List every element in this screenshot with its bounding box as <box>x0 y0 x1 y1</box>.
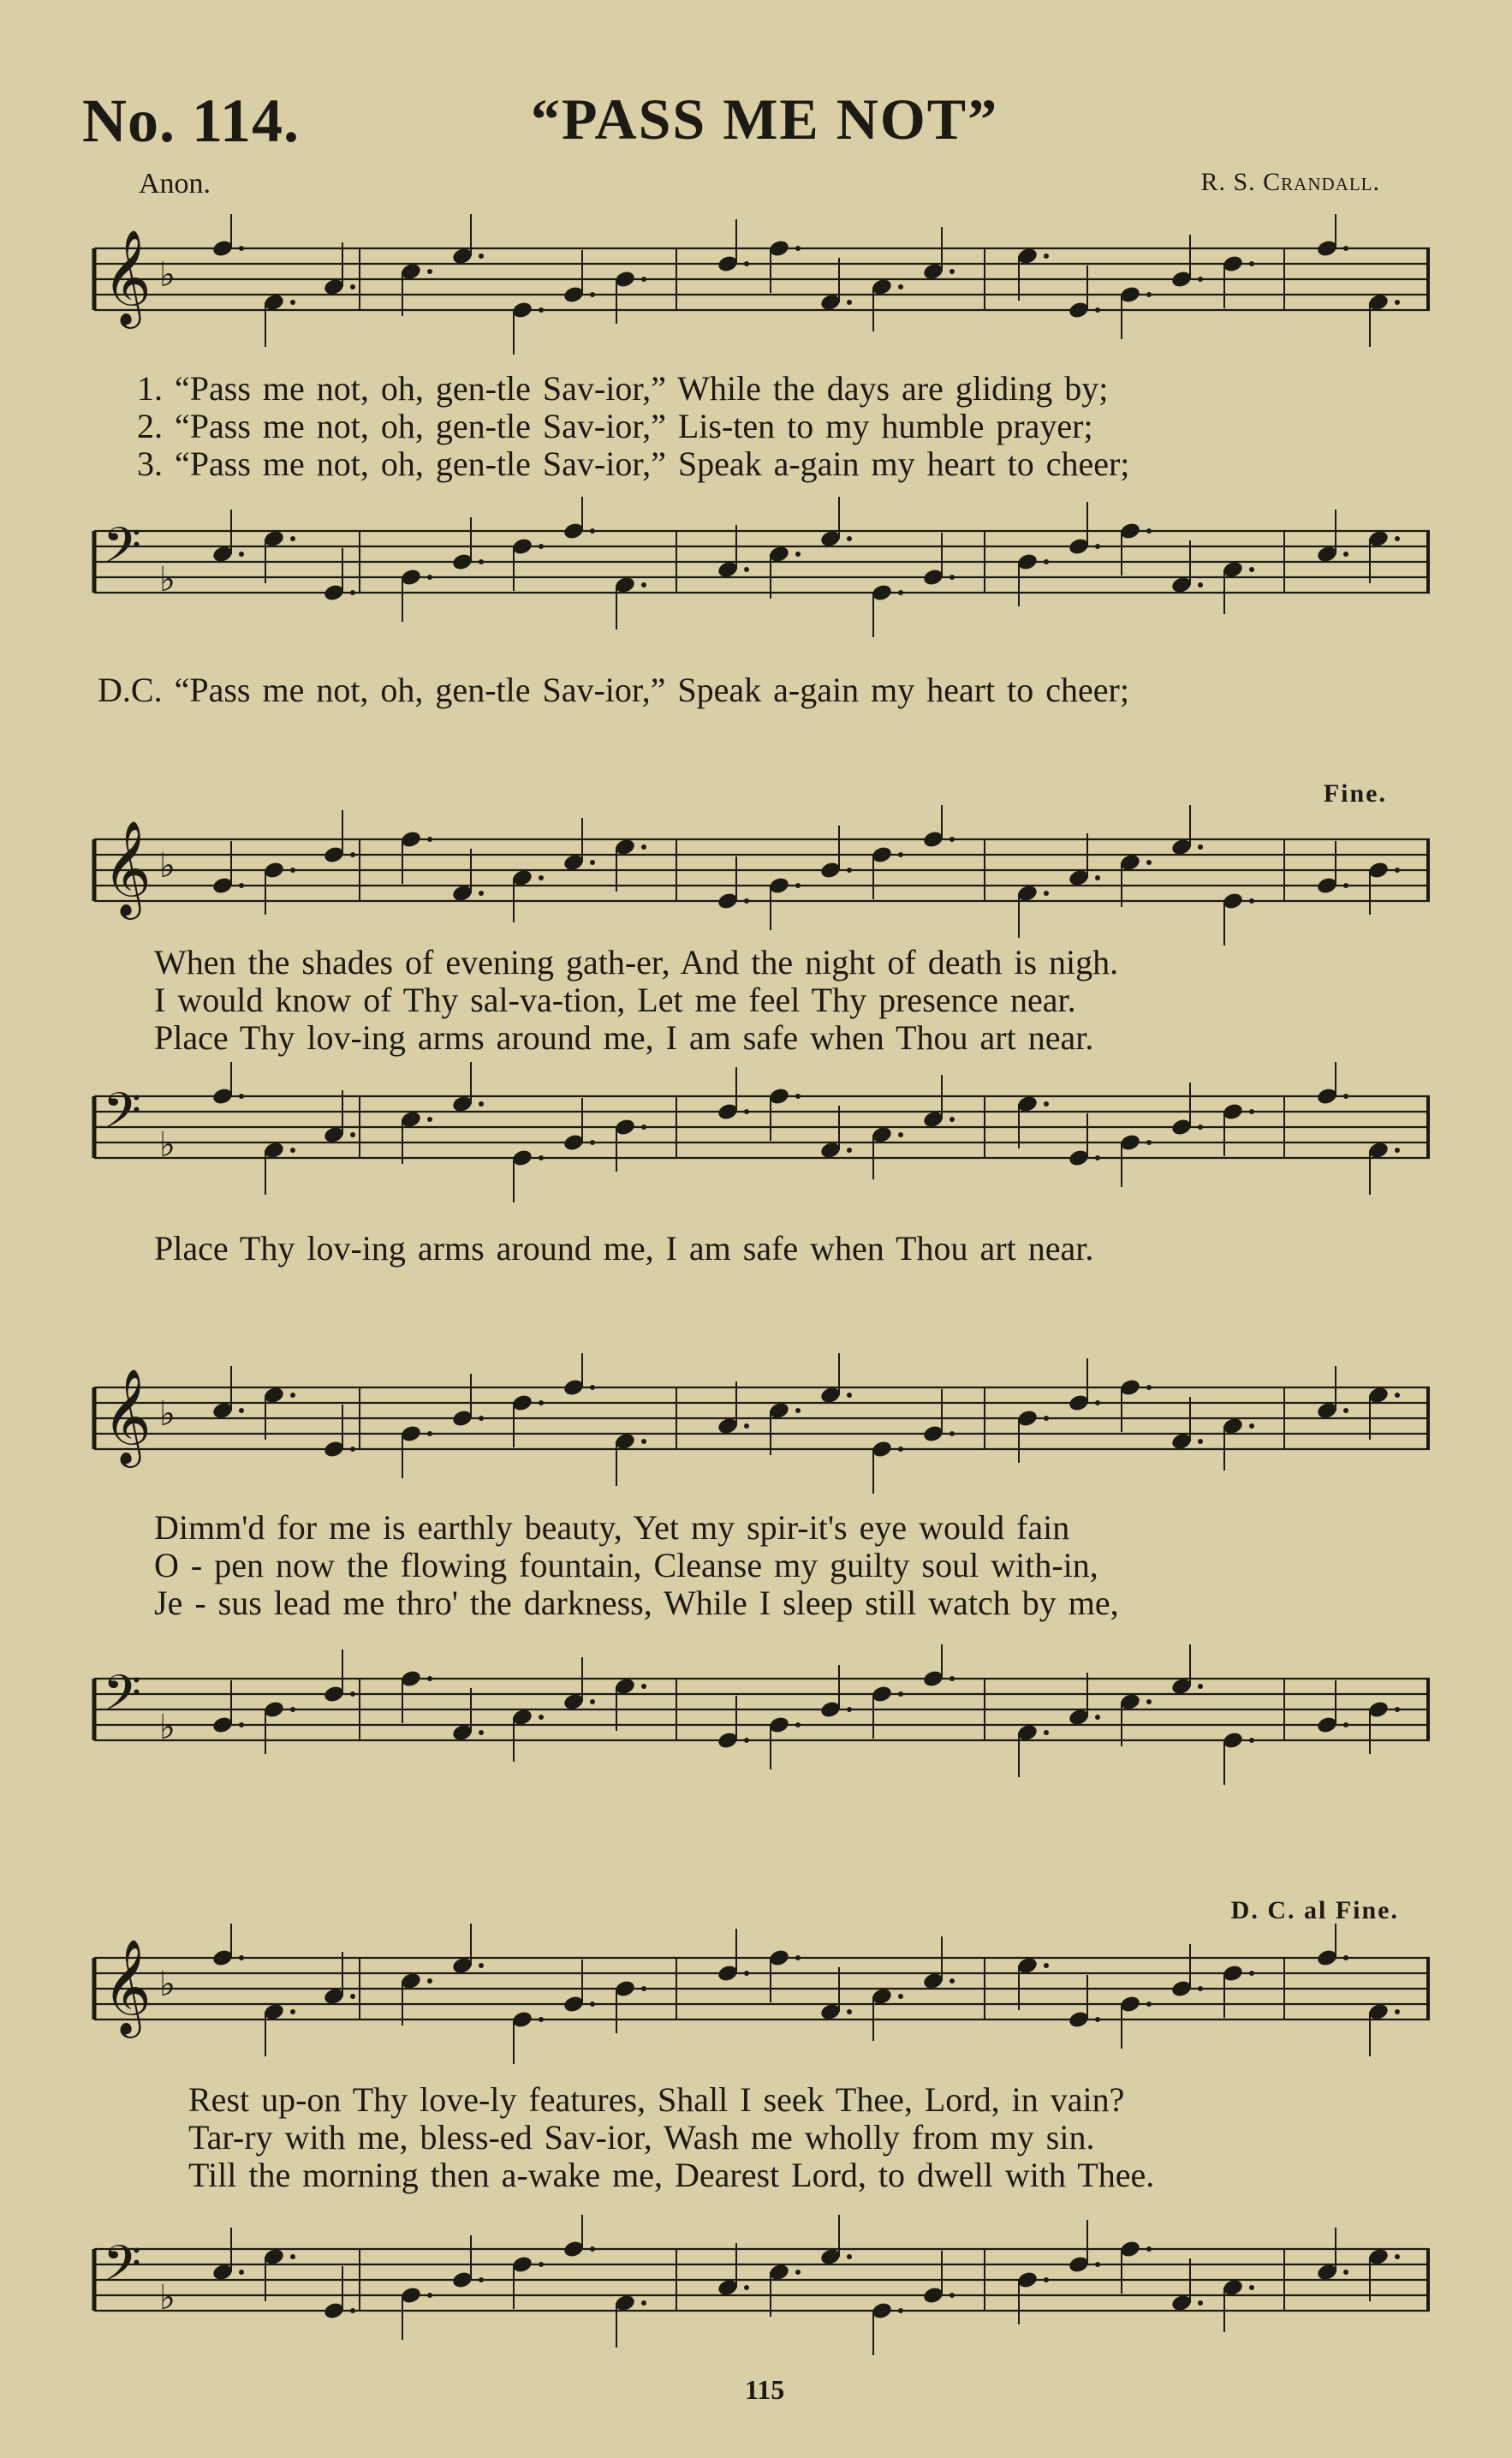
fine-mark: Fine. <box>1323 779 1387 808</box>
lyric-refrain: Place Thy lov-ing arms around me, I am safe when Thou art near. <box>154 1229 1094 1268</box>
bass-staff <box>77 1644 1438 1799</box>
treble-staff <box>77 805 1438 959</box>
lyric-verse-3: 3. “Pass me not, oh, gen-tle Sav-ior,” Speak a-gain my heart to cheer; <box>137 444 1130 483</box>
bass-staff <box>77 2215 1438 2369</box>
hymn-composer: R. S. Crandall. <box>1200 168 1380 196</box>
lyric-verse-2: 2. “Pass me not, oh, gen-tle Sav-ior,” Lis-ten to my humble prayer; <box>137 407 1093 445</box>
dc-al-fine-mark: D. C. al Fine. <box>1230 1896 1399 1924</box>
treble-staff <box>77 1353 1438 1507</box>
hymn-author: Anon. <box>139 168 211 200</box>
lyric-verse-1: When the shades of evening gath-er, And the night of death is nigh. <box>154 943 1119 981</box>
svg-text:𝄢: 𝄢 <box>103 2234 142 2305</box>
svg-text:♭: ♭ <box>159 846 176 886</box>
svg-text:♭: ♭ <box>159 255 176 295</box>
hymn-number: No. 114. <box>82 87 301 155</box>
svg-text:♭: ♭ <box>159 560 176 600</box>
svg-text:♭: ♭ <box>159 2278 176 2318</box>
svg-text:♭: ♭ <box>159 1965 176 2004</box>
svg-text:♭: ♭ <box>159 1394 176 1434</box>
svg-text:𝄞: 𝄞 <box>103 1938 152 2034</box>
treble-staff <box>77 214 1438 368</box>
svg-text:𝄢: 𝄢 <box>103 1664 142 1734</box>
lyric-verse-2: Tar-ry with me, bless-ed Sav-ior, Wash me wholly from my sin. <box>188 2118 1095 2157</box>
lyric-verse-3: Je - sus lead me thro' the darkness, While I sleep still watch by me, <box>154 1584 1119 1622</box>
bass-staff <box>77 1062 1438 1216</box>
lyric-refrain: D.C. “Pass me not, oh, gen-tle Sav-ior,” Speak a-gain my heart to cheer; <box>98 671 1129 709</box>
svg-text:𝄞: 𝄞 <box>103 820 152 916</box>
lyric-verse-2: I would know of Thy sal-va-tion, Let me feel Thy presence near. <box>154 981 1076 1019</box>
lyric-verse-1: Rest up-on Thy love-ly features, Shall I seek Thee, Lord, in vain? <box>188 2080 1125 2119</box>
svg-text:♭: ♭ <box>159 1125 176 1165</box>
svg-text:𝄞: 𝄞 <box>103 229 152 325</box>
lyric-verse-2: O - pen now the flowing fountain, Cleanse my guilty soul with-in, <box>154 1546 1098 1584</box>
svg-text:𝄞: 𝄞 <box>103 1368 152 1464</box>
lyric-verse-1: 1. “Pass me not, oh, gen-tle Sav-ior,” While the days are gliding by; <box>137 369 1109 408</box>
lyric-verse-3: Place Thy lov-ing arms around me, I am safe when Thou art near. <box>154 1018 1094 1057</box>
hymn-title: “PASS ME NOT” <box>531 87 999 152</box>
lyric-verse-3: Till the morning then a-wake me, Dearest Lord, to dwell with Thee. <box>188 2156 1155 2194</box>
svg-text:𝄢: 𝄢 <box>103 516 142 587</box>
lyric-verse-1: Dimm'd for me is earthly beauty, Yet my spir-it's eye would fain <box>154 1508 1070 1547</box>
svg-text:𝄢: 𝄢 <box>103 1082 142 1152</box>
svg-text:♭: ♭ <box>159 1708 176 1747</box>
bass-staff <box>77 497 1438 651</box>
treble-staff <box>77 1924 1438 2078</box>
page-number: 115 <box>745 2374 785 2405</box>
